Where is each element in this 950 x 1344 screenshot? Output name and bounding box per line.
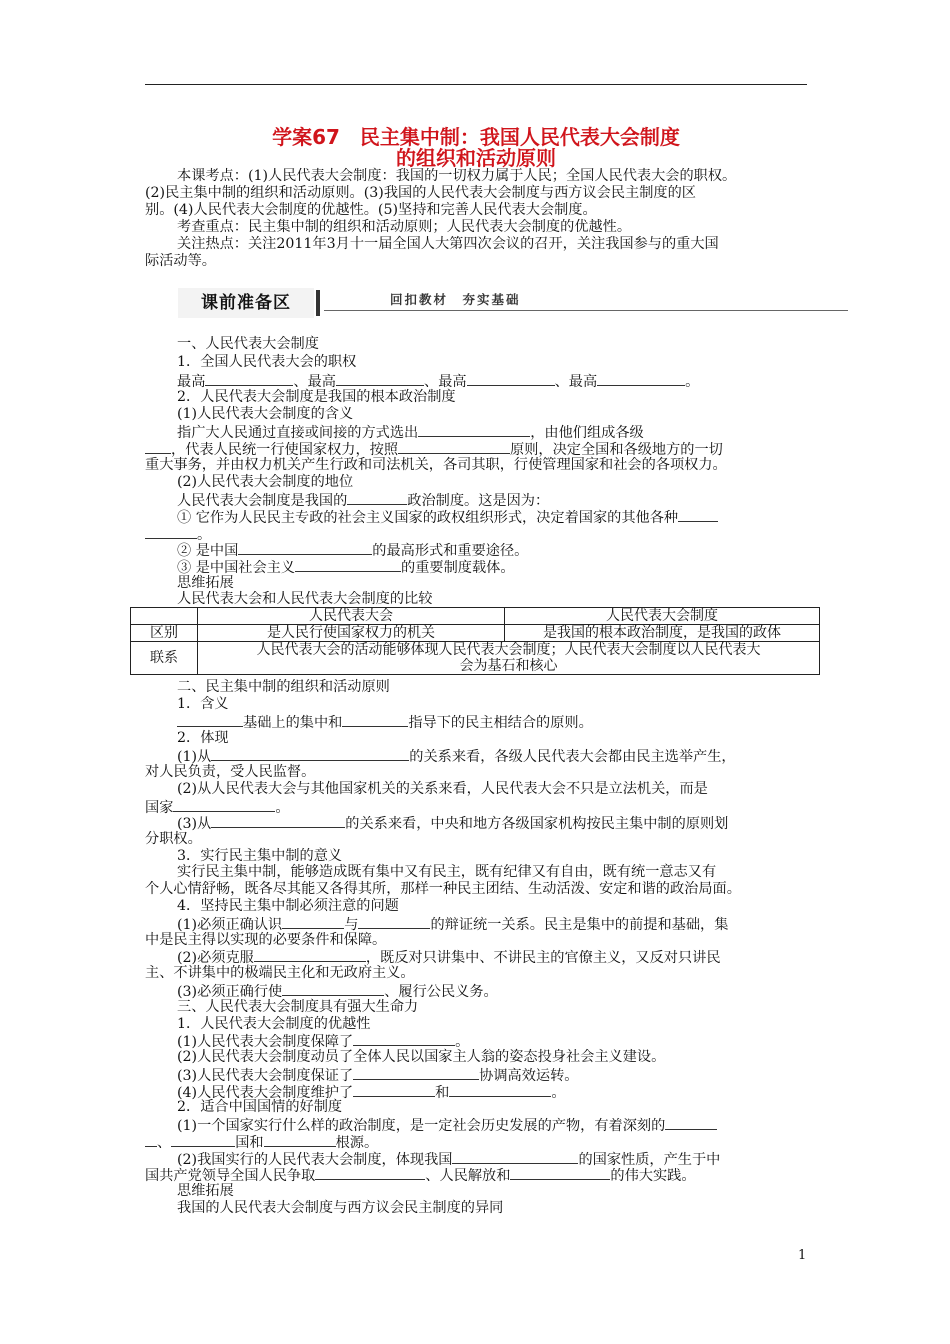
paragraph-line: 重大事务，并由权力机关产生行政和司法机关，各司其职，行使管理国家和社会的各项权力。 <box>145 457 727 473</box>
blank <box>353 1066 479 1080</box>
table-cell: 是人民行使国家权力的机关 <box>198 625 505 642</box>
subsection-heading: 1．全国人民代表大会的职权 <box>177 354 357 370</box>
fill-line: 最高 、最高 、最高 、最高 。 <box>177 374 700 390</box>
page-title-line2: 的组织和活动原则 <box>396 146 556 170</box>
paragraph-line: 个人心情舒畅，既各尽其能又各得其所，那样一种民主团结、生动活泼、安定和谐的政治局面。 <box>145 881 741 897</box>
item-heading: (2)人民代表大会制度的地位 <box>177 474 354 490</box>
section-heading: 一、人民代表大会制度 <box>177 336 319 352</box>
blank <box>358 915 430 929</box>
fill-line: (1)人民代表大会制度保障了 。 <box>177 1034 470 1050</box>
blank <box>467 372 555 386</box>
fill-line: ② 是中国 的最高形式和重要途径。 <box>177 543 529 559</box>
table-header-row <box>131 608 820 625</box>
blank <box>171 1133 235 1147</box>
table-cell: 联系 <box>131 642 198 675</box>
fill-line: (4)人民代表大会制度维护了 和 。 <box>177 1085 566 1101</box>
blank <box>254 948 366 962</box>
paragraph-line: 分职权。 <box>145 831 202 847</box>
intro-line: (2)民主集中制的组织和活动原则。(3)我国的人民代表大会制度与西方议会民主制度的区 <box>145 185 696 201</box>
table-caption: 人民代表大会和人民代表大会制度的比较 <box>177 591 433 607</box>
fill-line: 人民代表大会制度是我国的 政治制度。这是因为： <box>177 493 550 509</box>
fill-line: 国家 。 <box>145 800 290 816</box>
table-cell-line: 人民代表大会的活动能够体现人民代表大会制度；人民代表大会制度以人民代表大 <box>256 642 761 658</box>
blank <box>264 1133 336 1147</box>
table-row <box>131 642 820 675</box>
subsection-heading: 1．含义 <box>177 696 229 712</box>
table-header: 人民代表大会 <box>198 608 505 625</box>
blank <box>295 558 401 572</box>
table-cell: 是我国的根本政治制度，是我国的政体 <box>505 625 820 642</box>
blank <box>597 372 685 386</box>
blank <box>342 713 408 727</box>
section-banner <box>178 288 848 322</box>
blank <box>510 1166 610 1180</box>
blank <box>353 1032 455 1046</box>
fill-line: (1)一个国家实行什么样的政治制度，是一定社会历史发展的产物，有着深刻的 <box>145 1116 807 1135</box>
subsection-heading: 2．体现 <box>177 730 229 746</box>
fill-line: 基础上的集中和 指导下的民主相结合的原则。 <box>145 713 807 732</box>
fill-line: 。 <box>145 525 807 544</box>
fill-line: ，代表人民统一行使国家权力，按照 原则，决定全国和各级地方的一切 <box>145 440 807 459</box>
blank <box>145 1133 157 1147</box>
subsection-heading: 3．实行民主集中制的意义 <box>177 848 343 864</box>
subsection-heading: 2．人民代表大会制度是我国的根本政治制度 <box>177 389 456 405</box>
fill-line: ③ 是中国社会主义 的重要制度载体。 <box>177 560 515 576</box>
blank <box>418 423 530 437</box>
blank <box>347 491 407 505</box>
intro-line: 本课考点：(1)人民代表大会制度：我国的一切权力属于人民；全国人民代表大会的职权。 <box>177 168 737 184</box>
banner-tag: 课前准备区 <box>178 288 314 318</box>
blank <box>398 440 510 454</box>
intro-line: 际活动等。 <box>145 253 216 269</box>
banner-divider <box>316 290 320 316</box>
paragraph-line: 对人民负责，受人民监督。 <box>145 764 316 780</box>
blank <box>177 713 243 727</box>
header-rule <box>145 84 807 85</box>
paragraph-line: 中是民主得以实现的必要条件和保障。 <box>145 932 387 948</box>
blank <box>353 1083 435 1097</box>
fill-line: (2)必须克服 ，既反对只讲集中、不讲民主的官僚主义，又反对只讲民 <box>177 950 721 966</box>
item-heading: (1)人民代表大会制度的含义 <box>177 406 354 422</box>
paragraph-line: (2)人民代表大会制度动员了全体人民以国家主人翁的姿态投身社会主义建设。 <box>177 1049 666 1065</box>
paragraph-line: 实行民主集中制，能够造成既有集中又有民主，既有纪律又有自由，既有统一意志又有 <box>177 864 717 880</box>
fill-line: 国共产党领导全国人民争取 、人民解放和 的伟大实践。 <box>145 1168 696 1184</box>
banner-subtitle: 回扣教材 夯实基础 <box>390 292 521 307</box>
blank <box>315 1166 425 1180</box>
intro-line: 考查重点：民主集中制的组织和活动原则；人民代表大会制度的优越性。 <box>177 219 632 235</box>
banner-rule <box>324 310 848 311</box>
page-title: 学案67 民主集中制：我国人民代表大会制度 <box>272 125 680 149</box>
fill-line: (1)必须正确认识 与 的辩证统一关系。民主是集中的前提和基础，集 <box>177 917 729 933</box>
table-row <box>131 625 820 642</box>
fill-line: (3)从 的关系来看，中央和地方各级国家机构按民主集中制的原则划 <box>177 816 729 832</box>
paragraph-line: (2)从人民代表大会与其他国家机关的关系来看，人民代表大会不只是立法机关，而是 <box>177 781 708 797</box>
blank <box>678 508 718 522</box>
blank <box>238 541 372 555</box>
blank <box>665 1116 717 1130</box>
blank <box>205 372 293 386</box>
intro-line: 别。(4)人民代表大会制度的优越性。(5)坚持和完善人民代表大会制度。 <box>145 202 597 218</box>
fill-line: 、 国和 根源。 <box>145 1133 807 1152</box>
section-heading: 三、人民代表大会制度具有强大生命力 <box>177 999 419 1015</box>
blank <box>336 372 424 386</box>
blank <box>173 798 275 812</box>
paragraph-line: 主、不讲集中的极端民主化和无政府主义。 <box>145 965 415 981</box>
fill-line: ① 它作为人民民主专政的社会主义国家的政权组织形式，决定着国家的其他各种 <box>145 508 807 527</box>
table-cell: 区别 <box>131 625 198 642</box>
table-header <box>131 608 198 625</box>
intro-line: 关注热点：关注2011年3月十一届全国人大第四次会议的召开，关注我国参与的重大国 <box>177 236 719 252</box>
blank <box>211 747 409 761</box>
fill-line: (3)人民代表大会制度保证了 协调高效运转。 <box>177 1068 579 1084</box>
fill-line: 指广大人民通过直接或间接的方式选出 ，由他们组成各级 <box>177 425 644 441</box>
think-heading: 思维拓展 <box>177 1183 234 1199</box>
blank <box>282 915 344 929</box>
fill-line: (1)从 的关系来看，各级人民代表大会都由民主选举产生， <box>177 749 736 765</box>
think-heading: 思维拓展 <box>177 575 234 591</box>
comparison-table <box>130 607 820 675</box>
table-cell-line: 会为基石和核心 <box>459 658 558 674</box>
subsection-heading: 2．适合中国国情的好制度 <box>177 1099 343 1115</box>
fill-line: (3)必须正确行使 、履行公民义务。 <box>177 984 498 1000</box>
table-header: 人民代表大会制度 <box>505 608 820 625</box>
blank <box>282 982 384 996</box>
fill-line: (2)我国实行的人民代表大会制度，体现我国 的国家性质，产生于中 <box>177 1152 721 1168</box>
blank <box>211 814 345 828</box>
paragraph-line: 我国的人民代表大会制度与西方议会民主制度的异同 <box>177 1200 504 1216</box>
blank <box>449 1083 551 1097</box>
page-number: 1 <box>798 1248 807 1263</box>
subsection-heading: 1．人民代表大会制度的优越性 <box>177 1016 371 1032</box>
subsection-heading: 4．坚持民主集中制必须注意的问题 <box>177 898 399 914</box>
table-cell <box>198 642 820 675</box>
blank <box>452 1150 578 1164</box>
section-heading: 二、民主集中制的组织和活动原则 <box>177 679 390 695</box>
blank <box>145 525 197 539</box>
blank <box>145 440 171 454</box>
